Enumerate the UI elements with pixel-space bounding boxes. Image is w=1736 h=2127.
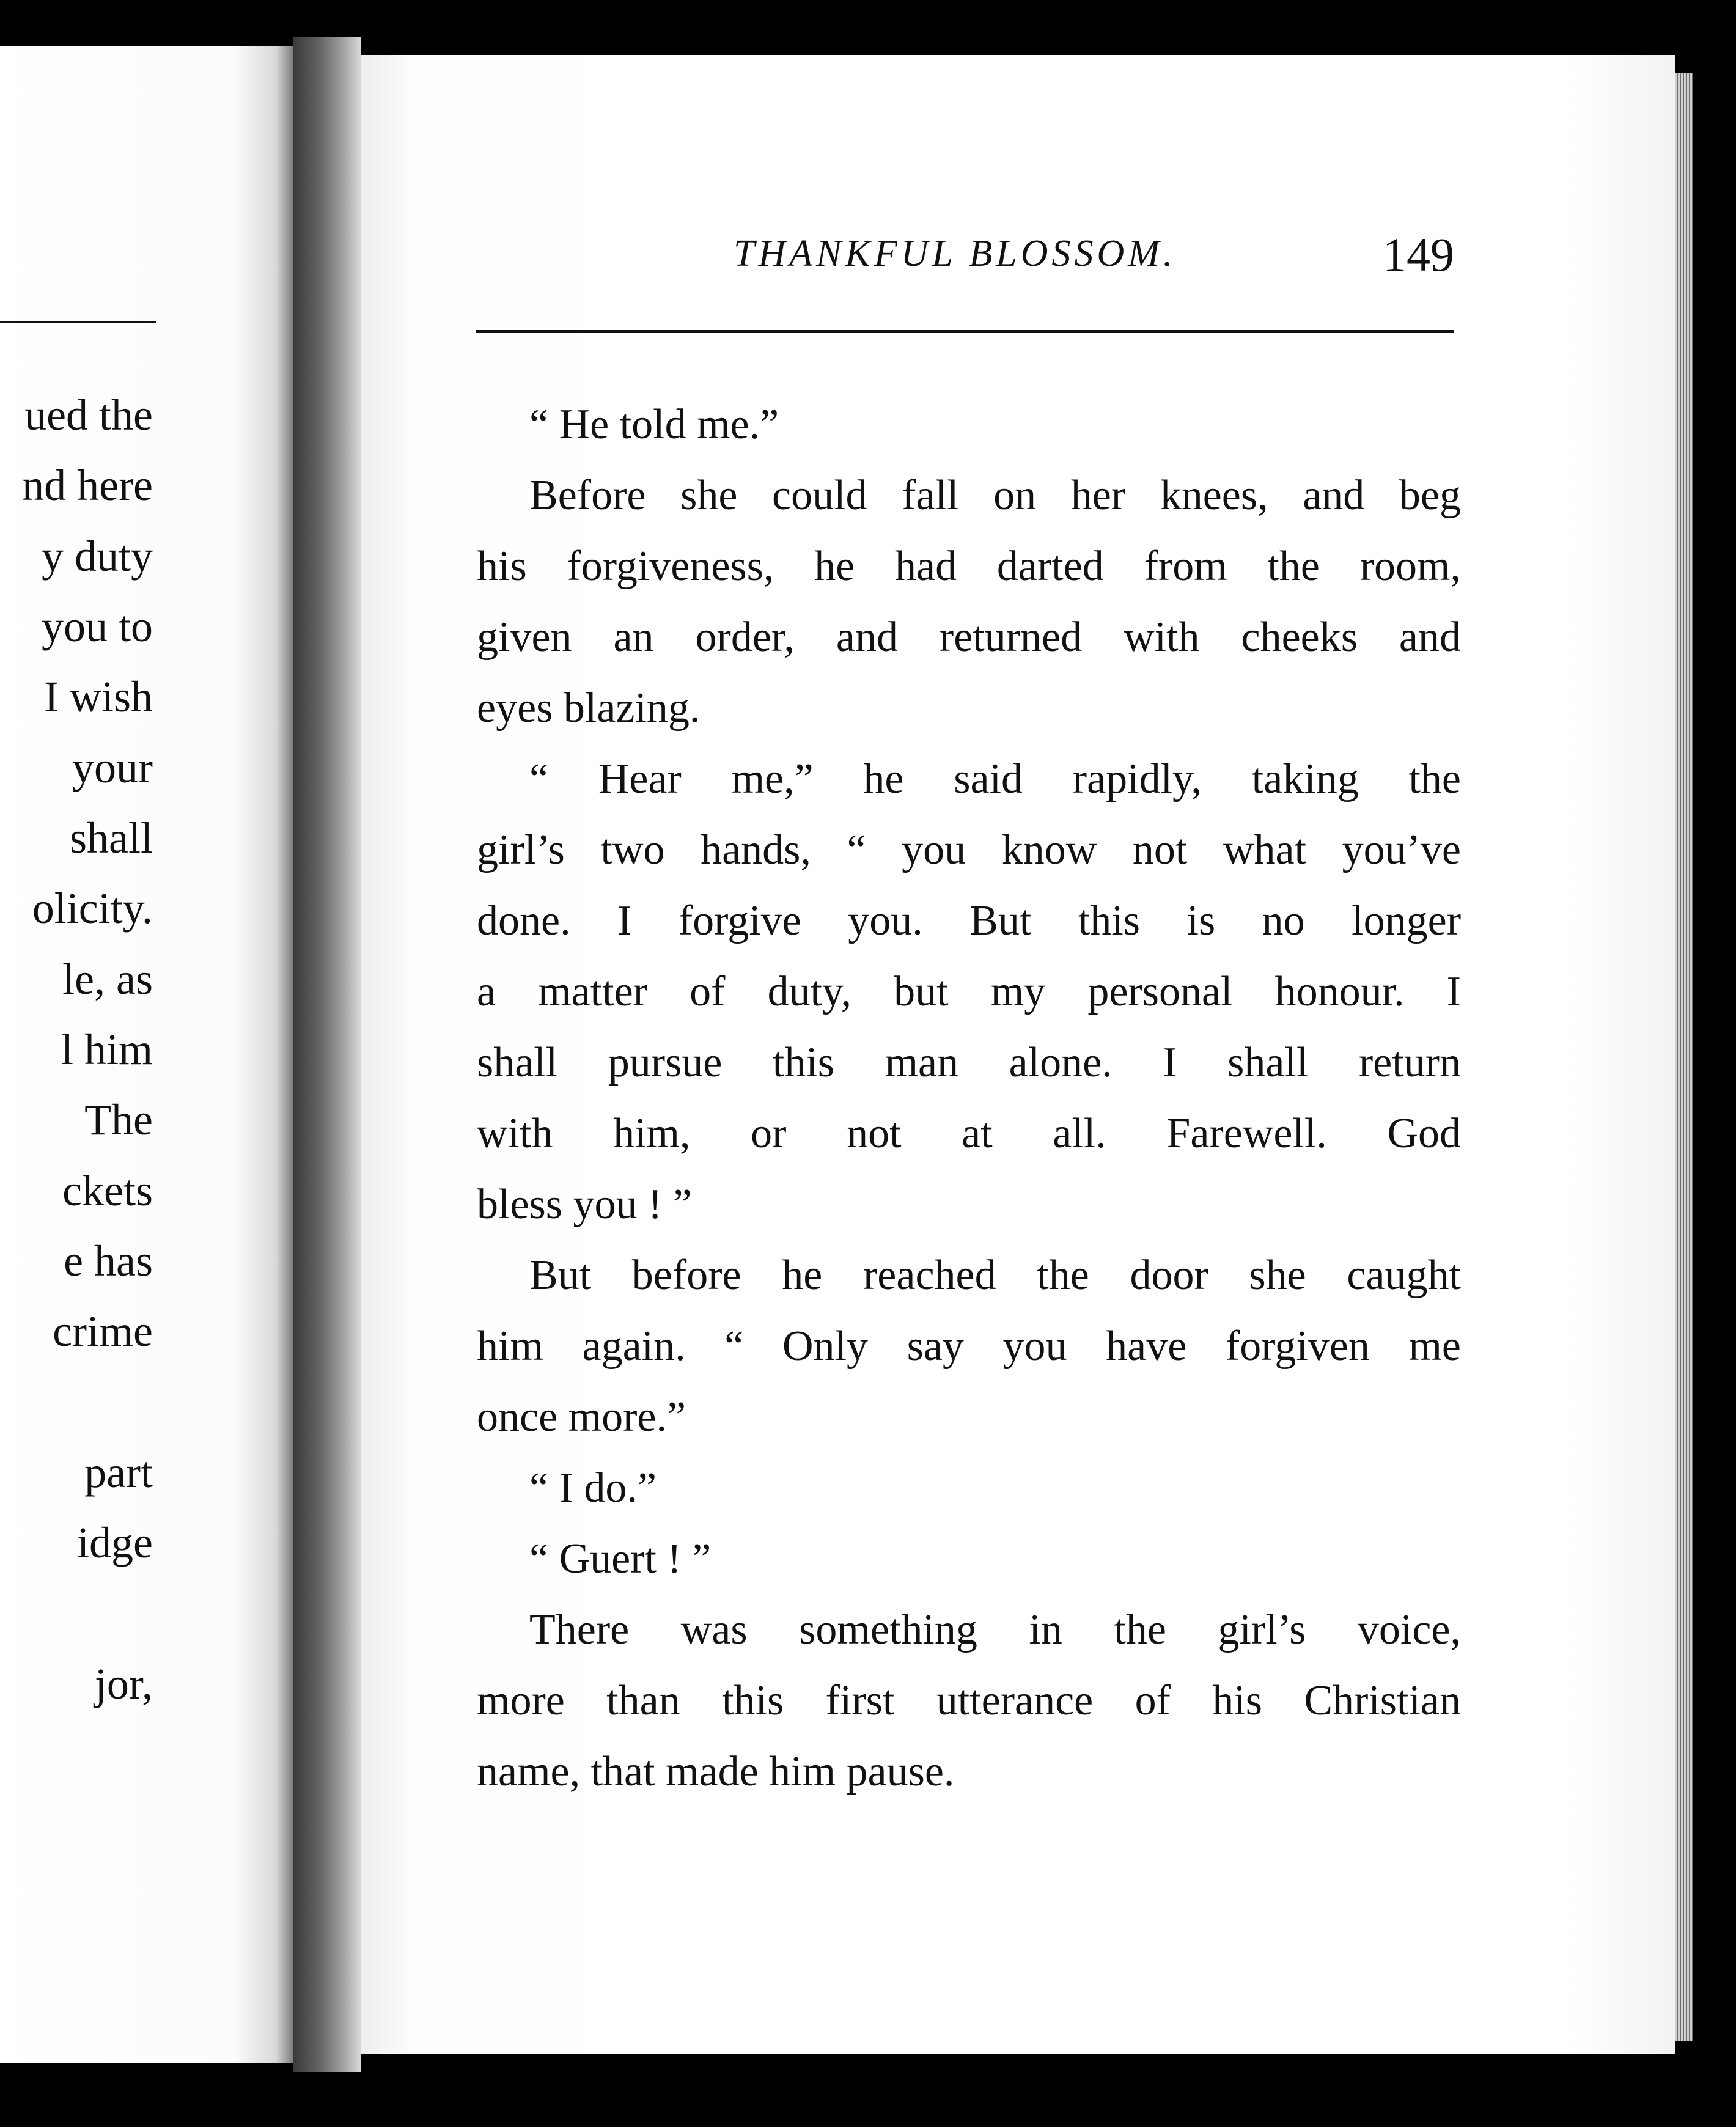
previous-page-line: idge (77, 1518, 153, 1567)
previous-page-line: y duty (41, 532, 153, 581)
text-line: him again. “ Only say you have forgiven me (477, 1323, 1461, 1370)
running-title: THANKFUL BLOSSOM. (734, 233, 1177, 274)
text-line: girl’s two hands, “ you know not what you’ve (477, 826, 1461, 873)
page-number: 149 (1383, 228, 1454, 281)
text-line: Before she could fall on her knees, and beg (529, 472, 1461, 519)
text-line: “ I do.” (529, 1464, 657, 1512)
text-line: “ Hear me,” he said rapidly, taking the (529, 755, 1461, 803)
text-line: a matter of duty, but my personal honour. I (477, 968, 1461, 1015)
text-line: more than this first utterance of his Christian (477, 1677, 1461, 1724)
text-line: shall pursue this man alone. I shall return (477, 1039, 1461, 1086)
previous-page-line: crime (53, 1307, 153, 1356)
book-gutter (293, 37, 361, 2072)
text-line: given an order, and returned with cheeks and (477, 614, 1461, 661)
previous-page-line: le, as (62, 955, 153, 1004)
text-line: “ He told me.” (529, 401, 779, 448)
previous-page-rule (0, 321, 156, 323)
text-line: There was something in the girl’s voice, (529, 1606, 1461, 1653)
previous-page-line: e has (64, 1236, 153, 1285)
previous-page-line: nd here (22, 461, 153, 510)
previous-page-line: ckets (62, 1166, 153, 1215)
text-line: done. I forgive you. But this is no longer (477, 897, 1461, 944)
text-line: eyes blazing. (477, 685, 701, 732)
previous-page-line: olicity. (32, 884, 153, 933)
previous-page-line: I wish (44, 672, 153, 721)
text-line: “ Guert ! ” (529, 1535, 712, 1582)
header-rule (476, 330, 1454, 333)
previous-page-line: l him (61, 1025, 153, 1074)
text-line: his forgiveness, he had darted from the room, (477, 543, 1461, 590)
previous-page-line: your (72, 743, 153, 792)
text-line: bless you ! ” (477, 1181, 692, 1228)
text-line: with him, or not at all. Farewell. God (477, 1110, 1461, 1157)
previous-page-line: ued the (24, 391, 153, 439)
previous-page-line: shall (70, 814, 153, 862)
page-edge (1675, 73, 1693, 2041)
text-line: But before he reached the door she caught (529, 1252, 1461, 1299)
previous-page-line: part (84, 1448, 153, 1497)
previous-page (0, 46, 293, 2063)
text-line: name, that made him pause. (477, 1748, 955, 1795)
previous-page-line: The (84, 1095, 153, 1144)
previous-page-line: jor, (94, 1659, 153, 1708)
text-line: once more.” (477, 1394, 686, 1441)
previous-page-line: you to (41, 602, 153, 651)
